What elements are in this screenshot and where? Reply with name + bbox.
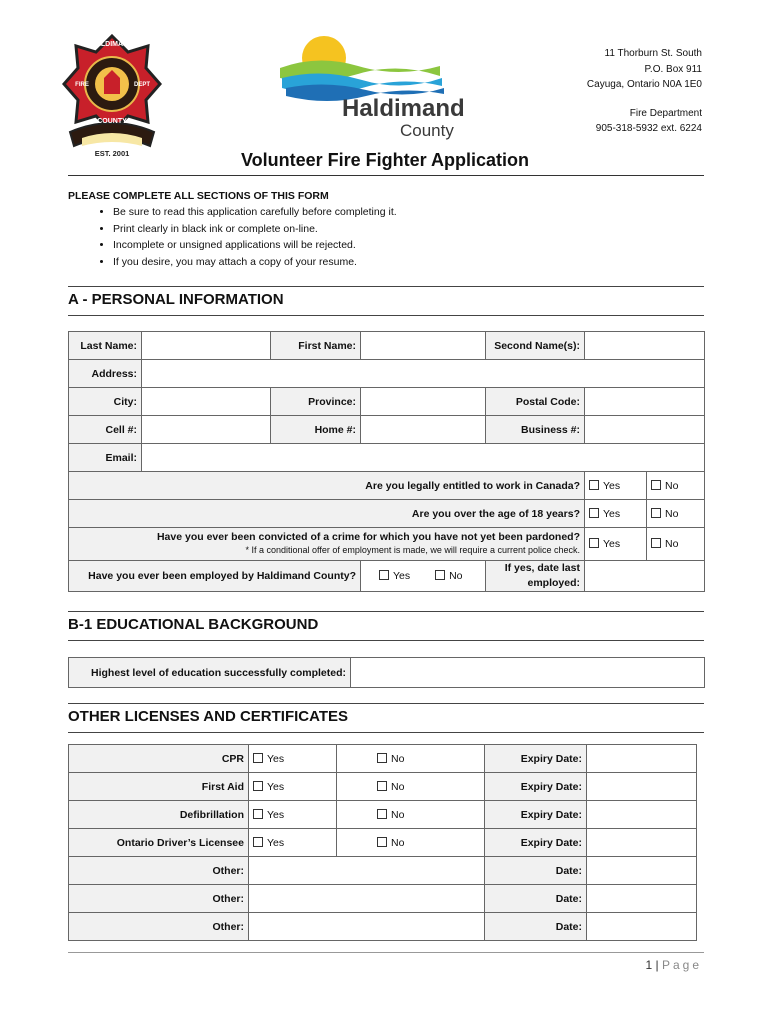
checkbox-icon[interactable] (377, 781, 387, 791)
business-label: Business #: (486, 416, 585, 444)
yes-label: Yes (393, 570, 411, 582)
page-separator: | (655, 958, 659, 972)
title-divider (68, 175, 704, 176)
section-b1-bottom-rule (68, 640, 704, 641)
section-a-bottom-rule (68, 315, 704, 316)
expiry-date-field[interactable] (587, 801, 697, 829)
form-title: Volunteer Fire Fighter Application (240, 150, 530, 170)
address-field[interactable] (142, 360, 705, 388)
licenses-bottom-rule (68, 732, 704, 733)
expiry-date-field[interactable] (587, 745, 697, 773)
haldimand-county-logo (278, 32, 488, 144)
conviction-no[interactable] (647, 528, 705, 561)
county-employment-options[interactable] (361, 561, 486, 592)
education-table (68, 657, 705, 688)
licenses-heading: OTHER LICENSES AND CERTIFICATES (68, 708, 349, 725)
education-level-field[interactable] (351, 658, 705, 688)
license-label: CPR (69, 745, 249, 773)
license-yes[interactable] (249, 773, 337, 801)
work-entitlement-no[interactable] (647, 472, 705, 500)
section-b1-top-rule (68, 611, 704, 612)
page-footer (645, 958, 702, 972)
address-block (587, 46, 702, 137)
checkbox-icon[interactable] (589, 508, 599, 518)
county-employment-yes[interactable] (379, 570, 410, 582)
email-field[interactable] (142, 444, 705, 472)
checkbox-icon[interactable] (435, 570, 445, 580)
department-phone: 905-318-5932 ext. 6224 (595, 123, 702, 134)
checkbox-icon[interactable] (253, 809, 263, 819)
no-label: No (665, 538, 679, 550)
license-no[interactable] (337, 745, 485, 773)
other-license-label: Other: (69, 885, 249, 913)
no-label: No (665, 507, 679, 520)
checkbox-icon[interactable] (379, 570, 389, 580)
checkbox-icon[interactable] (589, 480, 599, 490)
conviction-question-text: Have you ever been convicted of a crime for which you have not yet been pardoned? (156, 531, 580, 543)
no-label: No (391, 780, 405, 793)
seal-est-text: EST. 2001 (94, 149, 130, 158)
email-label: Email: (69, 444, 142, 472)
date-last-employed-field[interactable] (585, 561, 705, 592)
license-no[interactable] (337, 801, 485, 829)
checkbox-icon[interactable] (589, 538, 599, 548)
checkbox-icon[interactable] (651, 538, 661, 548)
instruction-item: • Incomplete or unsigned applications will be rejected. (113, 237, 397, 254)
instructions-heading: PLEASE COMPLETE ALL SECTIONS OF THIS FORM (68, 190, 329, 202)
other-date-label: Date: (485, 857, 587, 885)
instruction-item: • Be sure to read this application carefully before completing it. (113, 204, 397, 221)
yes-label: Yes (267, 752, 285, 765)
licenses-top-rule (68, 703, 704, 704)
checkbox-icon[interactable] (377, 753, 387, 763)
yes-label: Yes (603, 479, 621, 492)
instructions-list (68, 204, 397, 270)
other-date-field[interactable] (587, 857, 697, 885)
postal-code-field[interactable] (585, 388, 705, 416)
license-label: First Aid (69, 773, 249, 801)
expiry-date-label: Expiry Date: (485, 801, 587, 829)
yes-label: Yes (603, 538, 621, 550)
other-date-field[interactable] (587, 885, 697, 913)
other-date-label: Date: (485, 913, 587, 941)
home-label: Home #: (271, 416, 361, 444)
address-label: Address: (69, 360, 142, 388)
second-names-field[interactable] (585, 332, 705, 360)
last-name-label: Last Name: (69, 332, 142, 360)
section-a-heading: A - PERSONAL INFORMATION (68, 291, 284, 308)
department-name: Fire Department (629, 107, 702, 119)
seal-top-text: HALDIMAND (90, 41, 134, 48)
license-label: Defibrillation (69, 801, 249, 829)
other-license-field[interactable] (249, 885, 485, 913)
license-yes[interactable] (249, 745, 337, 773)
footer-divider (68, 952, 704, 953)
address-line: 11 Thorburn St. South (604, 48, 702, 59)
other-license-field[interactable] (249, 913, 485, 941)
county-employment-question: Have you ever been employed by Haldimand County? (69, 561, 361, 592)
licenses-table (68, 744, 697, 941)
no-label: No (391, 752, 405, 765)
date-last-employed-label: If yes, date last employed: (486, 561, 585, 592)
personal-info-table (68, 331, 705, 592)
section-a-top-rule (68, 286, 704, 287)
age-yes[interactable] (585, 500, 647, 528)
address-line: P.O. Box 911 (644, 63, 702, 75)
other-license-label: Other: (69, 857, 249, 885)
checkbox-icon[interactable] (253, 753, 263, 763)
conviction-question (69, 528, 585, 561)
second-names-label: Second Name(s): (486, 332, 585, 360)
license-no[interactable] (337, 829, 485, 857)
cell-label: Cell #: (69, 416, 142, 444)
expiry-date-field[interactable] (587, 773, 697, 801)
instruction-item: • Print clearly in black ink or complete on-line. (113, 221, 397, 238)
no-label: No (391, 808, 405, 821)
work-entitlement-yes[interactable] (585, 472, 647, 500)
work-entitlement-question: Are you legally entitled to work in Canada? (69, 472, 585, 500)
page-number: 1 (645, 958, 653, 972)
education-level-label: Highest level of education successfully completed: (69, 658, 351, 688)
yes-label: Yes (603, 507, 621, 520)
yes-label: Yes (267, 808, 285, 821)
logo-county: County (400, 121, 454, 140)
expiry-date-label: Expiry Date: (485, 829, 587, 857)
conviction-note: * If a conditional offer of employment is made, we will require a current police check. (245, 545, 580, 555)
other-date-label: Date: (485, 885, 587, 913)
fire-department-seal (62, 34, 162, 159)
logo-name: Haldimand (342, 95, 465, 122)
license-label: Ontario Driver’s Licensee (69, 829, 249, 857)
instructions (68, 190, 397, 270)
other-date-field[interactable] (587, 913, 697, 941)
license-yes[interactable] (249, 801, 337, 829)
yes-label: Yes (267, 836, 285, 849)
province-label: Province: (271, 388, 361, 416)
checkbox-icon[interactable] (377, 837, 387, 847)
no-label: No (665, 479, 679, 492)
province-field[interactable] (361, 388, 486, 416)
checkbox-icon[interactable] (651, 480, 661, 490)
yes-label: Yes (267, 780, 285, 793)
seal-bottom-text: COUNTY (97, 118, 127, 125)
last-name-field[interactable] (142, 332, 271, 360)
license-no[interactable] (337, 773, 485, 801)
expiry-date-label: Expiry Date: (485, 745, 587, 773)
other-license-label: Other: (69, 913, 249, 941)
checkbox-icon[interactable] (253, 781, 263, 791)
business-field[interactable] (585, 416, 705, 444)
seal-right-text: DEPT (133, 82, 151, 88)
cell-field[interactable] (142, 416, 271, 444)
checkbox-icon[interactable] (253, 837, 263, 847)
county-employment-no[interactable] (435, 570, 462, 582)
age-question: Are you over the age of 18 years? (69, 500, 585, 528)
seal-left-text: FIRE (75, 82, 89, 88)
city-label: City: (69, 388, 142, 416)
age-no[interactable] (647, 500, 705, 528)
no-label: No (391, 836, 405, 849)
other-license-field[interactable] (249, 857, 485, 885)
no-label: No (449, 570, 463, 582)
postal-code-label: Postal Code: (486, 388, 585, 416)
first-name-label: First Name: (271, 332, 361, 360)
expiry-date-label: Expiry Date: (485, 773, 587, 801)
first-name-field[interactable] (361, 332, 486, 360)
expiry-date-field[interactable] (587, 829, 697, 857)
checkbox-icon[interactable] (651, 508, 661, 518)
page-word: Page (661, 958, 702, 972)
instruction-item: • If you desire, you may attach a copy of your resume. (113, 254, 397, 271)
license-yes[interactable] (249, 829, 337, 857)
section-b1-heading: B-1 EDUCATIONAL BACKGROUND (68, 616, 319, 633)
home-field[interactable] (361, 416, 486, 444)
checkbox-icon[interactable] (377, 809, 387, 819)
conviction-yes[interactable] (585, 528, 647, 561)
address-line: Cayuga, Ontario N0A 1E0 (586, 79, 702, 90)
city-field[interactable] (142, 388, 271, 416)
